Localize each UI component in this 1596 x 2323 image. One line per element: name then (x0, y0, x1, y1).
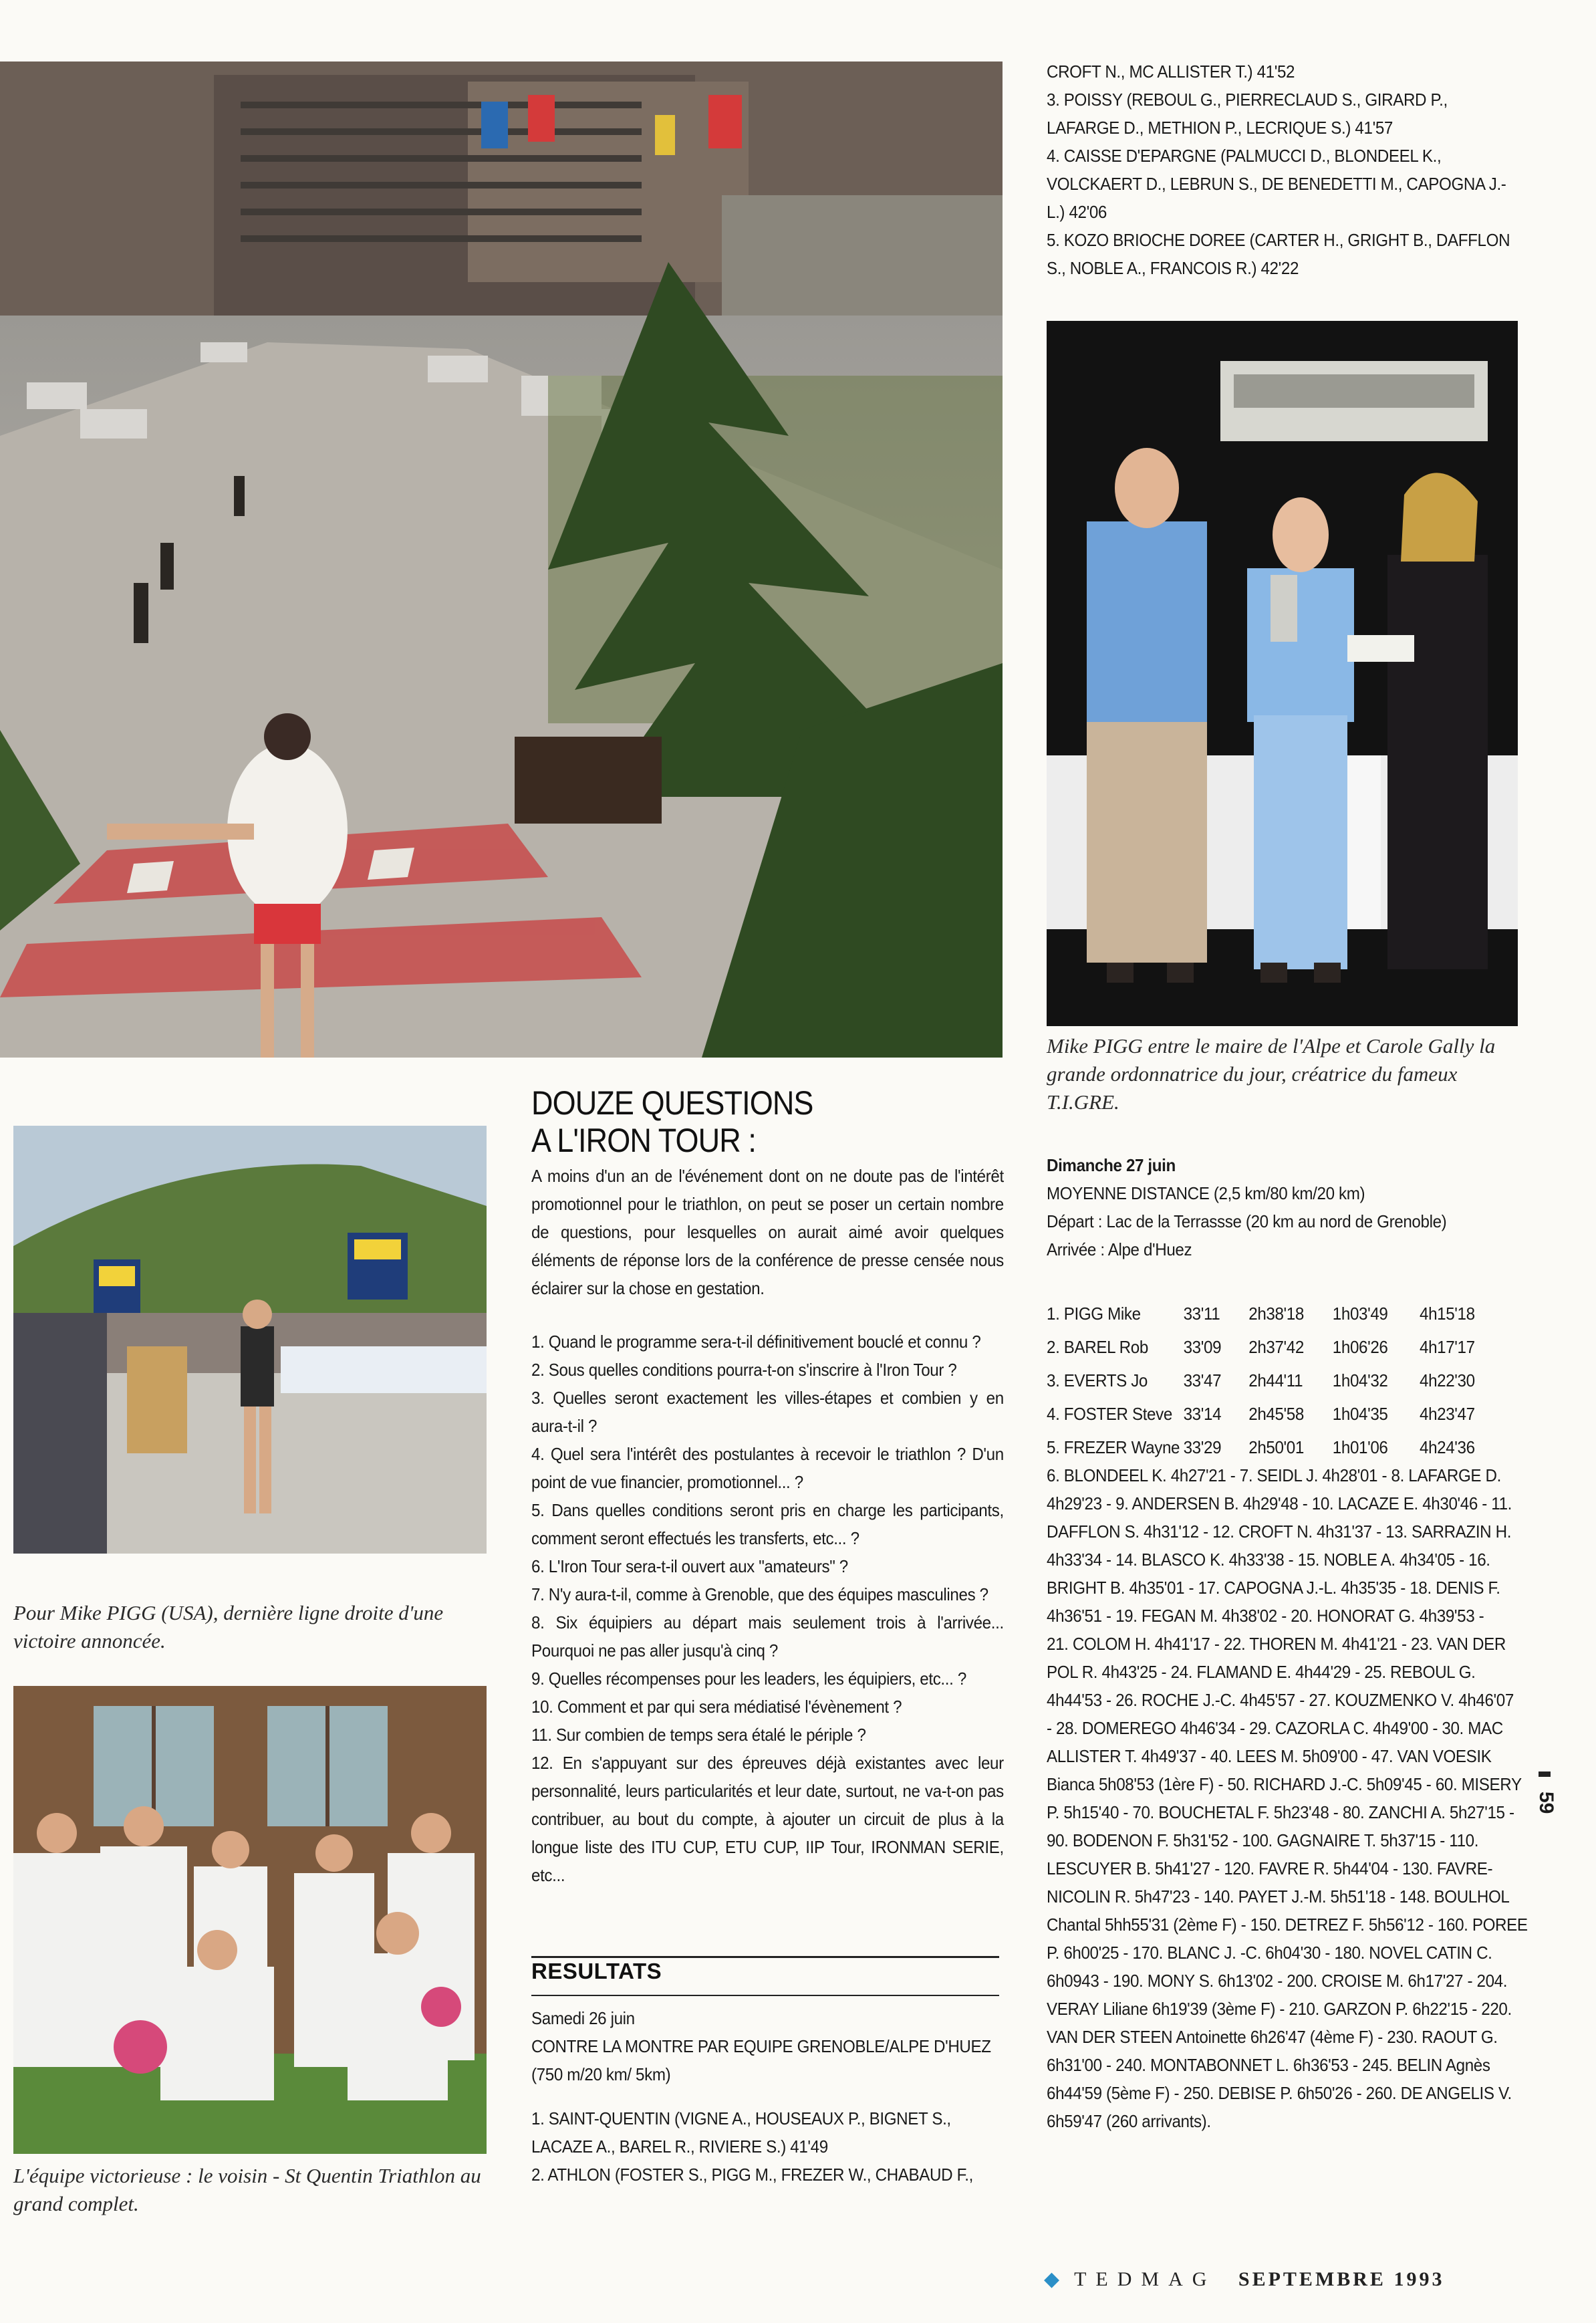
table-cell: 2h38'18 (1248, 1304, 1304, 1324)
result-line: 4h29'23 - 9. ANDERSEN B. 4h29'48 - 10. LACAZE E. 4h30'46 - 11. (1047, 1493, 1512, 1513)
question-item: 8. Six équipiers au départ mais seulement trois à l'arrivée... Pourquoi ne pas aller jusqu'à cinq ? (531, 1612, 1004, 1661)
diamond-icon: ◆ (1044, 2268, 1060, 2290)
results-day1: Samedi 26 juin (531, 2008, 635, 2028)
result-line: 6h31'00 - 240. MONTABONNET L. 6h36'53 - 245. BELIN Agnès (1047, 2055, 1490, 2075)
results-saturday (531, 2004, 1004, 2189)
table-cell: 1h04'32 (1332, 1370, 1388, 1390)
result-line: 21. COLOM H. 4h41'17 - 22. THOREN M. 4h41'21 - 23. VAN DER (1047, 1634, 1506, 1654)
question-item: 11. Sur combien de temps sera étalé le périple ? (531, 1725, 866, 1745)
caption-podium: Mike PIGG entre le maire de l'Alpe et Carole Gally la grande ordonnatrice du jour, créatrice du fameux T.I.GRE. (1047, 1034, 1496, 1114)
question-item: 7. N'y aura-t-il, comme à Grenoble, que des équipes masculines ? (531, 1584, 988, 1604)
table-cell: 5. FREZER Wayne (1047, 1437, 1180, 1457)
question-item: 3. Quelles seront exactement les villes-étapes et combien y en aura-t-il ? (531, 1388, 1004, 1436)
table-cell: 33'47 (1183, 1370, 1222, 1390)
result-line: POL R. 4h43'25 - 24. FLAMAND E. 4h44'29 - 25. REBOUL G. (1047, 1662, 1476, 1682)
table-row (1047, 1364, 1475, 1397)
sunday-header (1047, 1151, 1519, 1263)
table-cell: 33'14 (1183, 1404, 1222, 1424)
top-result-line: 4. CAISSE D'EPARGNE (PALMUCCI D., BLONDEEL K., VOLCKAERT D., LEBRUN S., DE BENEDETTI M., CAPOGNA J.-L.) 42'06 (1047, 146, 1506, 222)
results-rule (531, 1956, 999, 1958)
top-result-line: 3. POISSY (REBOUL G., PIERRECLAUD S., GIRARD P., LAFARGE D., METHION P., LECRIQUE S.) 41'57 (1047, 90, 1448, 138)
table-cell: 4h22'30 (1420, 1370, 1475, 1390)
table-cell: 2h50'01 (1248, 1437, 1304, 1457)
sunday-day-prefix: Dimanche (1047, 1155, 1122, 1175)
photo-race-street (0, 62, 1003, 1058)
article-title-line2: A L'IRON TOUR : (531, 1122, 757, 1159)
podium-image (1047, 321, 1518, 1026)
result-line: DAFFLON S. 4h31'12 - 12. CROFT N. 4h31'37 - 13. SARRAZIN H. (1047, 1521, 1512, 1542)
question-item: 6. L'Iron Tour sera-t-il ouvert aux "amateurs" ? (531, 1556, 848, 1576)
result-line: 6h44'59 (5ème F) - 250. DEBISE P. 6h50'26 - 260. DE ANGELIS V. (1047, 2083, 1512, 2103)
table-cell: 2h37'42 (1248, 1337, 1304, 1357)
finish-line-image (13, 1126, 487, 1554)
table-cell: 1. PIGG Mike (1047, 1304, 1141, 1324)
question-item: 4. Quel sera l'intérêt des postulantes à recevoir le triathlon ? D'un point de vue financier, promotionnel... ? (531, 1444, 1004, 1492)
table-row (1047, 1297, 1475, 1330)
result-line: Chantal 5hh55'31 (2ème F) - 150. DETREZ F. 5h56'12 - 160. POREE (1047, 1915, 1528, 1935)
photo-finish-line (13, 1126, 487, 1554)
photo-podium (1047, 321, 1518, 1026)
team-image (13, 1686, 487, 2154)
article-questions (531, 1328, 1004, 1889)
table-cell: 2. BAREL Rob (1047, 1337, 1148, 1357)
footer (1044, 2268, 1444, 2291)
results-team2: 2. ATHLON (FOSTER S., PIGG M., FREZER W., CHABAUD F., (531, 2165, 973, 2185)
folio-mark (1539, 1771, 1551, 1777)
table-row (1047, 1397, 1475, 1431)
result-line: P. 5h15'40 - 70. BOUCHETAL F. 5h23'48 - 80. ZANCHI A. 5h27'15 - (1047, 1802, 1514, 1822)
table-cell: 1h01'06 (1332, 1437, 1388, 1457)
sunday-arrivee: Arrivée : Alpe d'Huez (1047, 1239, 1192, 1259)
table-cell: 1h06'26 (1332, 1337, 1388, 1357)
question-item: 9. Quelles récompenses pour les leaders, les équipiers, etc... ? (531, 1669, 966, 1689)
sunday-depart: Départ : Lac de la Terrassse (20 km au nord de Grenoble) (1047, 1211, 1447, 1231)
table-cell: 4h17'17 (1420, 1337, 1475, 1357)
results-rule-bottom (531, 1995, 999, 1996)
question-item: 12. En s'appuyant sur des épreuves déjà existantes avec leur personnalité, leurs particularités et leur date, surtout, ne va-t-on pas contribuer, au bout du compte, à ajouter un circuit de plus à la longue liste des ITU CUP, ETU CUP, IIP Tour, IRONMAN SERIE, etc... (531, 1753, 1004, 1885)
photo-team (13, 1686, 487, 2154)
result-line: ALLISTER T. 4h49'37 - 40. LEES M. 5h09'00 - 47. VAN VOESIK (1047, 1746, 1492, 1766)
race-street-image (0, 62, 1003, 1058)
article-intro: A moins d'un an de l'événement dont on ne doute pas de l'intérêt promotionnel pour le triathlon, on peut se poser un certain nombre de questions, pour lesquelles on aurait aimé avoir quelques éléments de réponse lors de la conférence de presse censée nous éclairer sur la chose en gestation. (531, 1166, 1004, 1298)
result-line: VAN DER STEEN Antoinette 6h26'47 (4ème F) - 230. RAOUT G. (1047, 2027, 1498, 2047)
table-cell: 4h24'36 (1420, 1437, 1475, 1457)
result-line: P. 6h00'25 - 170. BLANC J. -C. 6h04'30 - 180. NOVEL CATIN C. (1047, 1943, 1492, 1963)
result-line: 4h33'34 - 14. BLASCO K. 4h33'38 - 15. NOBLE A. 4h34'05 - 16. (1047, 1550, 1490, 1570)
table-cell: 4h15'18 (1420, 1304, 1475, 1324)
table-cell: 33'09 (1183, 1337, 1222, 1357)
result-line: LESCUYER B. 5h41'27 - 120. FAVRE R. 5h44'04 - 130. FAVRE- (1047, 1858, 1493, 1878)
result-line: BRIGHT B. 4h35'01 - 17. CAPOGNA J.-L. 4h35'35 - 18. DENIS F. (1047, 1578, 1500, 1598)
table-cell: 4h23'47 (1420, 1404, 1475, 1424)
sunday-top5-table-wrap (1047, 1297, 1531, 1464)
table-cell: 2h44'11 (1248, 1370, 1303, 1390)
result-line: Bianca 5h08'53 (1ère F) - 50. RICHARD J.-C. 5h09'45 - 60. MISERY (1047, 1774, 1522, 1794)
top-results-block (1047, 57, 1513, 282)
result-line: 90. BODENON F. 5h31'52 - 100. GAGNAIRE T. 5h37'15 - 110. (1047, 1830, 1479, 1850)
table-row (1047, 1431, 1475, 1464)
table-cell: 3. EVERTS Jo (1047, 1370, 1148, 1390)
result-line: 6h0943 - 190. MONY S. 6h13'02 - 200. CROISE M. 6h17'27 - 204. (1047, 1971, 1508, 1991)
results-event1: CONTRE LA MONTRE PAR EQUIPE GRENOBLE/ALPE D'HUEZ (750 m/20 km/ 5km) (531, 2036, 991, 2084)
article-title-line1: DOUZE QUESTIONS (531, 1084, 813, 1122)
table-cell: 2h45'58 (1248, 1404, 1304, 1424)
caption-team: L'équipe victorieuse : le voisin - St Quentin Triathlon au grand complet. (13, 2164, 481, 2215)
table-cell: 1h04'35 (1332, 1404, 1388, 1424)
top-result-line: 5. KOZO BRIOCHE DOREE (CARTER H., GRIGHT B., DAFFLON S., NOBLE A., FRANCOIS R.) 42'22 (1047, 230, 1510, 278)
table-cell: 1h03'49 (1332, 1304, 1388, 1324)
result-line: 4h44'53 - 26. ROCHE J.-C. 4h45'57 - 27. KOUZMENKO V. 4h46'07 (1047, 1690, 1514, 1710)
result-line: 6h59'47 (260 arrivants). (1047, 2111, 1211, 2131)
top-result-line: CROFT N., MC ALLISTER T.) 41'52 (1047, 62, 1295, 82)
result-line: NICOLIN R. 5h47'23 - 140. PAYET J.-M. 5h51'18 - 148. BOULHOL (1047, 1886, 1510, 1907)
results-team1: 1. SAINT-QUENTIN (VIGNE A., HOUSEAUX P., BIGNET S., LACAZE A., BAREL R., RIVIERE S.) 41'49 (531, 2108, 951, 2157)
footer-date: SEPTEMBRE 1993 (1238, 2268, 1445, 2290)
caption-finish: Pour Mike PIGG (USA), dernière ligne droite d'une victoire annoncée. (13, 1601, 444, 1653)
sunday-distance: MOYENNE DISTANCE (2,5 km/80 km/20 km) (1047, 1183, 1365, 1203)
article-title (531, 1084, 892, 1159)
result-line: 6. BLONDEEL K. 4h27'21 - 7. SEIDL J. 4h28'01 - 8. LAFARGE D. (1047, 1465, 1501, 1485)
result-line: - 28. DOMEREGO 4h46'34 - 29. CAZORLA C. 4h49'00 - 30. MAC (1047, 1718, 1503, 1738)
results-title: RESULTATS (531, 1959, 662, 1983)
result-line: VERAY Liliane 6h19'39 (3ème F) - 210. GARZON P. 6h22'15 - 220. (1047, 1999, 1512, 2019)
result-line: 4h36'51 - 19. FEGAN M. 4h38'02 - 20. HONORAT G. 4h39'53 - (1047, 1606, 1484, 1626)
question-item: 10. Comment et par qui sera médiatisé l'évènement ? (531, 1697, 902, 1717)
table-cell: 4. FOSTER Steve (1047, 1404, 1172, 1424)
question-item: 1. Quand le programme sera-t-il définitivement bouclé et connu ? (531, 1332, 981, 1352)
sunday-day-date: 27 juin (1125, 1155, 1176, 1175)
question-item: 2. Sous quelles conditions pourra-t-on s'inscrire à l'Iron Tour ? (531, 1360, 957, 1380)
table-row (1047, 1330, 1475, 1364)
question-item: 5. Dans quelles conditions seront pris en charge les participants, comment seront effectués les transferts, etc... ? (531, 1500, 1004, 1548)
footer-mag: TEDMAG (1074, 2268, 1216, 2290)
page-number: 59 (1535, 1792, 1557, 1814)
sunday-rest-results (1047, 1461, 1531, 2135)
sunday-top5-table (1047, 1297, 1475, 1464)
table-cell: 33'29 (1183, 1437, 1222, 1457)
table-cell: 33'11 (1183, 1304, 1220, 1324)
